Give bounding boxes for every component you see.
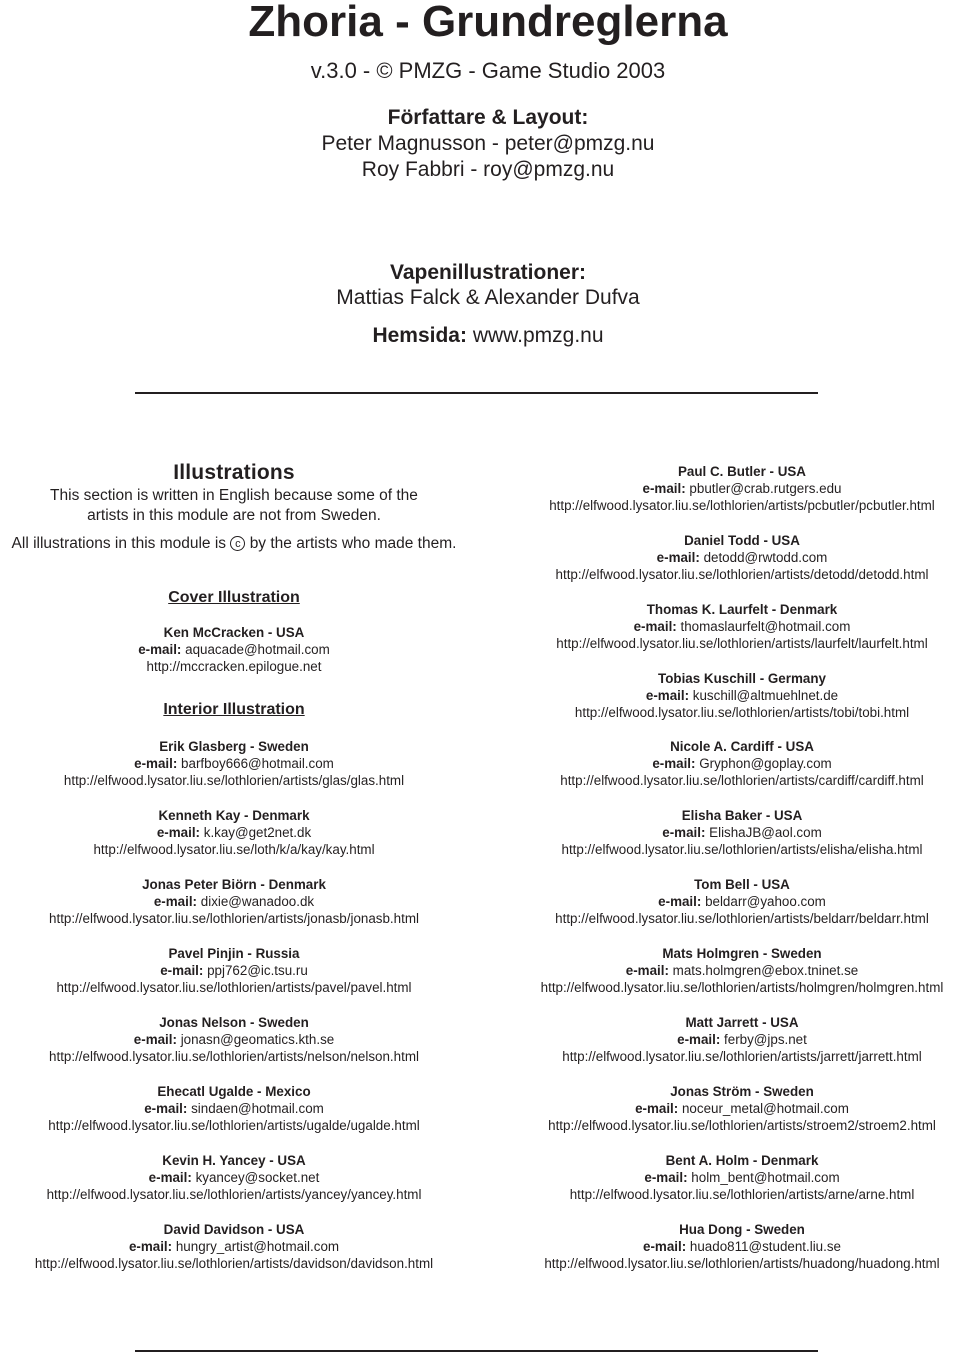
email-label: e-mail: [677,1032,721,1047]
illustrations-heading: Illustrations [173,461,295,484]
artist-entry [500,807,960,858]
homepage-line [0,323,960,349]
artist-entry [0,1083,468,1134]
artist-email[interactable]: beldarr@yahoo.com [705,894,826,909]
email-label: e-mail: [633,619,677,634]
artist-entry [0,738,468,789]
artist-email-line [0,1100,468,1117]
artist-email-line [500,1031,960,1048]
bottom-divider [135,1350,818,1352]
artist-name: Erik Glasberg - Sweden [159,739,309,754]
email-label: e-mail: [645,688,690,703]
artist-email-line [0,1031,468,1048]
page-title: Zhoria - Grundreglerna [248,0,728,46]
artist-email-line [500,824,960,841]
artist-entry [0,807,468,858]
email-label: e-mail: [144,1101,188,1116]
artist-url[interactable]: http://elfwood.lysator.liu.se/lothlorien/artists/ugalde/ugalde.html [48,1118,420,1133]
artist-name: Nicole A. Cardiff - USA [670,739,814,754]
artist-url[interactable]: http://elfwood.lysator.liu.se/lothlorien/artists/jarrett/jarrett.html [562,1049,922,1064]
artist-email-line [0,893,468,910]
artist-email[interactable]: mats.holmgren@ebox.tninet.se [672,963,859,978]
email-label: e-mail: [658,894,702,909]
email-label: e-mail: [642,481,686,496]
artist-email-line [0,755,468,772]
email-label: e-mail: [148,1170,192,1185]
author-line: Peter Magnusson - peter@pmzg.nu [321,132,655,155]
copyright-text-pre: All illustrations in this module is [11,535,227,552]
artist-email[interactable]: kyancey@socket.net [195,1170,320,1185]
artist-email[interactable]: sindaen@hotmail.com [191,1101,324,1116]
artist-name: Tobias Kuschill - Germany [658,671,826,686]
artist-email-line [500,962,960,979]
copyright-notice [0,534,468,554]
email-label: e-mail: [156,825,201,840]
artist-email[interactable]: detodd@rwtodd.com [703,550,828,565]
artist-url[interactable]: http://elfwood.lysator.liu.se/lothlorien/artists/cardiff/cardiff.html [560,773,924,788]
artist-name: Mats Holmgren - Sweden [662,946,822,961]
artist-url[interactable]: http://elfwood.lysator.liu.se/lothlorien/artists/arne/arne.html [569,1187,915,1202]
artist-email[interactable]: pbutler@crab.rutgers.edu [689,481,842,496]
artist-email-line [500,1169,960,1186]
email-label: e-mail: [656,550,700,565]
artist-name: Jonas Nelson - Sweden [159,1015,309,1030]
artist-name: Hua Dong - Sweden [679,1222,805,1237]
artist-url[interactable]: http://elfwood.lysator.liu.se/lothlorien/artists/beldarr/beldarr.html [555,911,929,926]
artist-email[interactable]: hungry_artist@hotmail.com [175,1239,340,1254]
email-label: e-mail: [128,1239,173,1254]
artist-entry [0,876,468,927]
copyright-icon: c [230,536,245,551]
artist-entry [500,738,960,789]
email-label: e-mail: [643,1239,687,1254]
artist-email-line [0,1238,468,1255]
homepage-label: Hemsida: [372,324,467,347]
artist-name: Ken McCracken - USA [163,625,305,640]
artist-email-line [500,1238,960,1255]
email-label: e-mail: [153,894,198,909]
artist-entry [500,876,960,927]
artist-email-line [500,549,960,566]
cover-illustration-heading: Cover Illustration [168,589,300,606]
artist-url[interactable]: http://elfwood.lysator.liu.se/lothlorien/artists/jonasb/jonasb.html [49,911,419,926]
interior-illustration-heading: Interior Illustration [163,701,305,718]
artist-name: Elisha Baker - USA [681,808,803,823]
artist-name: Ehecatl Ugalde - Mexico [157,1084,311,1099]
artist-entry [0,1014,468,1065]
email-label: e-mail: [160,963,204,978]
weapons-heading: Vapenillustrationer: [389,261,587,284]
artist-email[interactable]: thomaslaurfelt@hotmail.com [680,619,851,634]
email-label: e-mail: [134,756,178,771]
artist-entry [500,1152,960,1203]
artist-url[interactable]: http://elfwood.lysator.liu.se/lothlorien/artists/huadong/huadong.html [544,1256,940,1271]
artist-name: Kenneth Kay - Denmark [158,808,310,823]
artist-url[interactable]: http://elfwood.lysator.liu.se/lothlorien/artists/holmgren/holmgren.html [540,980,944,995]
artist-email[interactable]: Gryphon@goplay.com [699,756,832,771]
artist-email[interactable]: holm_bent@hotmail.com [691,1170,840,1185]
artist-email[interactable]: noceur_metal@hotmail.com [681,1101,849,1116]
artist-email[interactable]: ElishaJB@aol.com [709,825,822,840]
artist-url[interactable]: http://elfwood.lysator.liu.se/lothlorien/artists/yancey/yancey.html [46,1187,422,1202]
artist-name: Jonas Ström - Sweden [670,1084,814,1099]
artist-url[interactable]: http://elfwood.lysator.liu.se/lothlorien/artists/pavel/pavel.html [56,980,412,995]
artist-email[interactable]: huado811@student.liu.se [689,1239,841,1254]
artist-entry [500,945,960,996]
artist-name: Tom Bell - USA [694,877,790,892]
artist-email[interactable]: jonasn@geomatics.kth.se [180,1032,335,1047]
email-label: e-mail: [635,1101,679,1116]
artist-email-line [0,1169,468,1186]
artist-email-line [500,618,960,635]
artist-url[interactable]: http://mccracken.epilogue.net [146,659,322,674]
top-divider [135,392,818,394]
email-label: e-mail: [652,756,696,771]
artist-email-line [500,1100,960,1117]
artist-email-line [500,755,960,772]
artist-name: Paul C. Butler - USA [678,464,806,479]
artist-url[interactable]: http://elfwood.lysator.liu.se/lothlorien/artists/elisha/elisha.html [561,842,923,857]
artist-email-line [500,893,960,910]
artist-email-line [500,687,960,704]
copyright-text-post: by the artists who made them. [249,535,457,552]
artist-name: Daniel Todd - USA [684,533,800,548]
artist-entry [0,945,468,996]
artist-email-line [0,824,468,841]
artist-email[interactable]: barfboy666@hotmail.com [181,756,334,771]
artist-entry [500,1221,960,1272]
illustrations-intro-line: artists in this module are not from Sweden. [87,507,381,524]
email-label: e-mail: [644,1170,688,1185]
artist-email[interactable]: ppj762@ic.tsu.ru [207,963,308,978]
artist-name: Bent A. Holm - Denmark [665,1153,819,1168]
author-line: Roy Fabbri - roy@pmzg.nu [361,158,615,181]
artist-url[interactable]: http://elfwood.lysator.liu.se/lothlorien/artists/davidson/davidson.html [34,1256,434,1271]
artist-email[interactable]: ferby@jps.net [724,1032,807,1047]
artist-email-line [500,480,960,497]
artist-name: Kevin H. Yancey - USA [162,1153,306,1168]
artist-url[interactable]: http://elfwood.lysator.liu.se/lothlorien/artists/glas/glas.html [63,773,405,788]
email-label: e-mail: [138,642,182,657]
artist-entry [500,601,960,652]
artist-name: Jonas Peter Biörn - Denmark [142,877,326,892]
artist-email[interactable]: aquacade@hotmail.com [185,642,330,657]
artist-name: David Davidson - USA [163,1222,305,1237]
version-line: v.3.0 - © PMZG - Game Studio 2003 [310,58,666,83]
email-label: e-mail: [625,963,669,978]
illustrations-intro-line: This section is written in English because some of the [50,487,418,504]
homepage-link[interactable]: www.pmzg.nu [472,324,604,347]
artist-url[interactable]: http://elfwood.lysator.liu.se/lothlorien/artists/laurfelt/laurfelt.html [556,636,928,651]
weapons-illustrators: Mattias Falck & Alexander Dufva [336,286,640,309]
artist-entry [500,1083,960,1134]
artist-url[interactable]: http://elfwood.lysator.liu.se/lothlorien/artists/stroem2/stroem2.html [548,1118,936,1133]
artist-email[interactable]: kuschill@altmuehlnet.de [692,688,839,703]
artist-url[interactable]: http://elfwood.lysator.liu.se/lothlorien/artists/pcbutler/pcbutler.html [549,498,935,513]
email-label: e-mail: [662,825,706,840]
artist-url[interactable]: http://elfwood.lysator.liu.se/lothlorien/artists/tobi/tobi.html [574,705,910,720]
artist-entry [500,1014,960,1065]
artist-entry [500,670,960,721]
artist-email-line [0,641,468,658]
artist-email[interactable]: k.kay@get2net.dk [203,825,312,840]
artist-name: Matt Jarrett - USA [685,1015,799,1030]
artist-entry [0,1221,468,1272]
artist-email[interactable]: dixie@wanadoo.dk [200,894,315,909]
artist-name: Pavel Pinjin - Russia [168,946,300,961]
artist-url[interactable]: http://elfwood.lysator.liu.se/loth/k/a/kay/kay.html [93,842,375,857]
artist-email-line [0,962,468,979]
artist-entry [500,463,960,514]
artist-url[interactable]: http://elfwood.lysator.liu.se/lothlorien/artists/detodd/detodd.html [555,567,929,582]
artist-entry [500,532,960,583]
artist-url[interactable]: http://elfwood.lysator.liu.se/lothlorien/artists/nelson/nelson.html [49,1049,419,1064]
artist-name: Thomas K. Laurfelt - Denmark [646,602,838,617]
artist-entry [0,624,468,675]
email-label: e-mail: [133,1032,177,1047]
artist-entry [0,1152,468,1203]
authors-heading: Författare & Layout: [387,106,589,129]
